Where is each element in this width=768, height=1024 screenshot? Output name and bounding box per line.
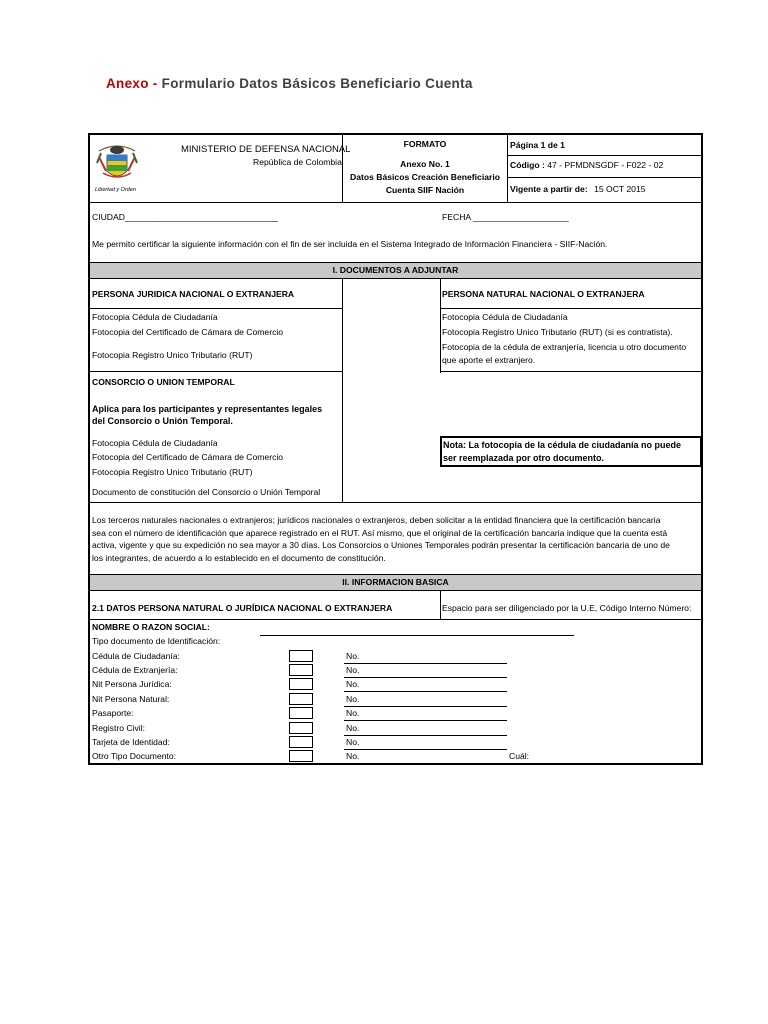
terceros-line: los integrantes, de acuerdo a lo establecido en el documento de constitución. xyxy=(92,552,386,563)
valid-value: 15 OCT 2015 xyxy=(594,184,646,194)
doc-type-label: Nit Persona Jurídica: xyxy=(92,679,172,689)
terceros-paragraph xyxy=(92,514,700,564)
doc-number-label: No. xyxy=(346,665,360,675)
doc-number-label: No. xyxy=(346,751,360,761)
doc-type-checkbox[interactable] xyxy=(289,750,313,762)
doc-number-field[interactable] xyxy=(344,735,507,736)
natural-item: Fotocopia Registro Unico Tributario (RUT) (si es contratista). xyxy=(442,327,673,337)
title-prefix: Anexo - xyxy=(106,76,158,91)
page-indicator: Página 1 de 1 xyxy=(510,140,565,150)
doc-number-field[interactable] xyxy=(344,691,507,692)
cual-label: Cuál: xyxy=(509,751,530,761)
section-2-subtitle: 2.1 DATOS PERSONA NATURAL O JURÍDICA NACIONAL O EXTRANJERA xyxy=(92,603,393,613)
espacio-text: Espacio para ser diligenciado por la U.E, Código Interno Número: xyxy=(442,603,692,613)
nota-line1: Nota: La fotocopia de la cédula de ciudadanía no puede xyxy=(443,440,682,450)
section-1-title: I. DOCUMENTOS A ADJUNTAR xyxy=(332,265,459,275)
certify-text: Me permito certificar la siguiente información con el fin de ser incluida en el Sistema Integrado de Información Financiera - SIIF-Nación. xyxy=(92,239,608,249)
doc-number-label: No. xyxy=(346,708,360,718)
consorcio-header: CONSORCIO O UNION TEMPORAL xyxy=(92,377,235,387)
doc-number-field[interactable] xyxy=(344,706,507,707)
doc-number-label: No. xyxy=(346,723,360,733)
doc-type-label: Nit Persona Natural: xyxy=(92,694,170,704)
annex-title-line1: Datos Básicos Creación Beneficiario xyxy=(350,172,500,182)
consorcio-item: Fotocopia Registro Unico Tributario (RUT) xyxy=(92,467,253,477)
doc-number-label: No. xyxy=(346,737,360,747)
doc-type-checkbox[interactable] xyxy=(289,736,313,748)
juridica-item: Fotocopia del Certificado de Cámara de Comercio xyxy=(92,327,284,337)
code-value: 47 - PFMDNSGDF - F022 - 02 xyxy=(547,160,664,170)
formato-label: FORMATO xyxy=(403,139,447,149)
doc-type-checkbox[interactable] xyxy=(289,707,313,719)
doc-type-checkbox[interactable] xyxy=(289,664,313,676)
code-label: Código : xyxy=(510,160,545,170)
consorcio-note-line2: del Consorcio o Unión Temporal. xyxy=(92,416,233,426)
city-field[interactable]: CIUDAD________________________________ xyxy=(92,212,278,222)
section-2-title: II. INFORMACION BASICA xyxy=(342,577,449,587)
terceros-line: sea con el número de identificación que aparece registrado en el RUT. Así mismo, que el original de la certificación bancaria indique que la cuenta está xyxy=(92,527,668,538)
consorcio-note-line1: Aplica para los participantes y representantes legales xyxy=(92,404,323,414)
code-row xyxy=(510,160,663,171)
doc-type-checkbox[interactable] xyxy=(289,693,313,705)
natural-header: PERSONA NATURAL NACIONAL O EXTRANJERA xyxy=(442,289,645,299)
terceros-line: activa, vigente y que su expedición no sea mayor a 30 días. Los Consorcios o Uniones Temporales podrán presentar la certificación bancaria de uno de xyxy=(92,540,670,550)
doc-number-field[interactable] xyxy=(344,677,507,678)
doc-number-field[interactable] xyxy=(344,763,484,764)
juridica-header: PERSONA JURIDICA NACIONAL O EXTRANJERA xyxy=(92,289,295,299)
title-text: Formulario Datos Básicos Beneficiario Cuenta xyxy=(161,76,473,91)
natural-item: Fotocopia Cédula de Ciudadanía xyxy=(442,312,568,322)
form-frame xyxy=(88,133,703,765)
doc-number-field[interactable] xyxy=(344,720,507,721)
country-name: República de Colombia xyxy=(253,157,342,167)
doc-number-label: No. xyxy=(346,694,360,704)
natural-item: Fotocopia de la cédula de extranjería, licencia u otro documento xyxy=(442,342,687,352)
doc-type-label: Registro Civil: xyxy=(92,723,146,733)
consorcio-item: Fotocopia Cédula de Ciudadanía xyxy=(92,438,218,448)
nota-line2: ser reemplazada por otro documento. xyxy=(443,453,605,463)
date-field[interactable]: FECHA ____________________ xyxy=(442,212,569,222)
juridica-item: Fotocopia Cédula de Ciudadanía xyxy=(92,312,218,322)
doc-type-label: Cédula de Extranjería: xyxy=(92,665,178,675)
doc-type-checkbox[interactable] xyxy=(289,722,313,734)
annex-number: Anexo No. 1 xyxy=(400,159,450,169)
doc-type-label: Otro Tipo Documento: xyxy=(92,751,177,761)
valid-label: Vigente a partir de: xyxy=(510,184,588,194)
doc-type-label: Cédula de Ciudadanía: xyxy=(92,651,180,661)
doc-type-label: Pasaporte: xyxy=(92,708,134,718)
juridica-item: Fotocopia Registro Unico Tributario (RUT) xyxy=(92,350,253,360)
nombre-label: NOMBRE O RAZON SOCIAL: xyxy=(92,622,210,632)
document-title xyxy=(106,76,473,91)
doc-type-checkbox[interactable] xyxy=(289,650,313,662)
logo-motto: Libertad y Orden xyxy=(95,187,136,193)
doc-number-field[interactable] xyxy=(344,749,507,750)
terceros-line: Los terceros naturales nacionales o extranjeros; jurídicos nacionales o extranjeros, deben solicitar a la entidad financiera que la certificación bancaria xyxy=(92,515,661,525)
tipo-doc-label: Tipo documento de Identificación: xyxy=(92,636,221,646)
natural-item: que aporte el extranjero. xyxy=(442,355,536,365)
valid-row xyxy=(510,184,646,195)
section-1-header xyxy=(90,262,701,279)
section-2-header xyxy=(90,574,701,591)
doc-number-label: No. xyxy=(346,679,360,689)
nombre-field-line[interactable] xyxy=(260,635,574,636)
consorcio-item: Documento de constitución del Consorcio o Unión Temporal xyxy=(92,487,321,497)
doc-type-checkbox[interactable] xyxy=(289,678,313,690)
ministry-name: MINISTERIO DE DEFENSA NACIONAL xyxy=(181,144,351,155)
annex-title-line2: Cuenta SIIF Nación xyxy=(385,185,465,195)
doc-number-label: No. xyxy=(346,651,360,661)
consorcio-item: Fotocopia del Certificado de Cámara de Comercio xyxy=(92,452,284,462)
nota-box xyxy=(440,436,702,467)
doc-number-field[interactable] xyxy=(344,663,507,664)
doc-type-label: Tarjeta de Identidad: xyxy=(92,737,170,747)
